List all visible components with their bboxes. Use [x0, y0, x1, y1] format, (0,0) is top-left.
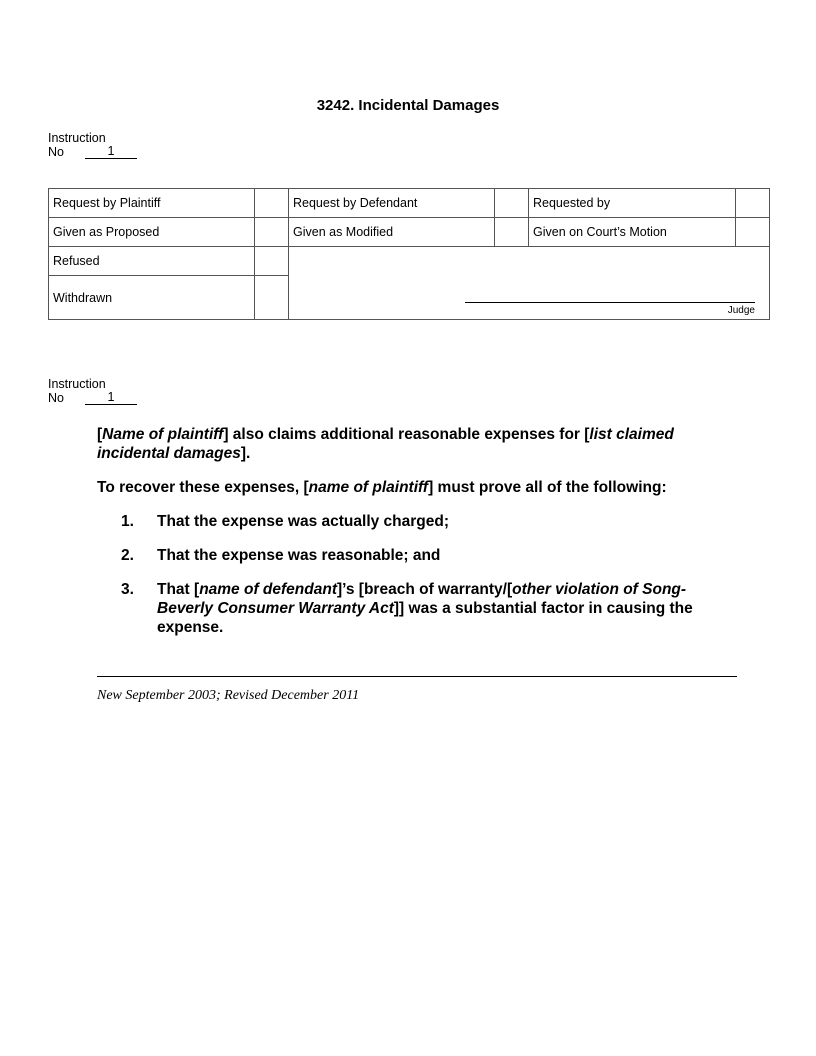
defendant-name-placeholder: name of defendant	[199, 581, 337, 598]
given-on-courts-motion-label: Given on Court’s Motion	[529, 218, 736, 247]
instruction-label: Instruction	[48, 377, 106, 391]
instruction-number-block	[48, 131, 137, 159]
given-as-proposed-checkbox[interactable]	[255, 218, 289, 247]
instruction-number-field[interactable]: 1	[85, 391, 137, 405]
list-text: That the expense was actually charged;	[157, 513, 450, 530]
list-item	[97, 512, 737, 531]
list-number: 3.	[121, 581, 134, 598]
plaintiff-name-placeholder: Name of plaintiff	[102, 426, 224, 443]
instruction-no-label: No	[48, 145, 64, 159]
divider	[97, 676, 737, 677]
list-item	[97, 580, 737, 637]
request-by-defendant-checkbox[interactable]	[495, 189, 529, 218]
instruction-no-label: No	[48, 391, 64, 405]
withdrawn-checkbox[interactable]	[255, 276, 289, 320]
list-number: 2.	[121, 547, 134, 564]
page-title: 3242. Incidental Damages	[316, 97, 500, 114]
intro-text-end: ] must prove all of the following:	[428, 479, 667, 496]
requested-by-checkbox[interactable]	[736, 189, 770, 218]
given-as-modified-checkbox[interactable]	[495, 218, 529, 247]
violation-placeholder: other violation of Song-Beverly Consumer Warranty Act	[157, 581, 687, 617]
instruction-number-block-2	[48, 377, 137, 405]
list-text	[157, 580, 717, 637]
elements-list	[97, 512, 737, 637]
list-text-mid: ]’s [breach of warranty/[	[336, 581, 513, 598]
claim-paragraph	[97, 425, 737, 463]
list-text: That the expense was reasonable; and	[157, 547, 441, 564]
instruction-label: Instruction	[48, 131, 106, 145]
list-item	[97, 546, 737, 565]
withdrawn-label: Withdrawn	[49, 276, 255, 320]
refused-checkbox[interactable]	[255, 247, 289, 276]
list-text-end: ]] was a substantial factor in causing the expense.	[157, 600, 693, 636]
request-by-defendant-label: Request by Defendant	[289, 189, 495, 218]
claim-text: ] also claims additional reasonable expenses for [	[223, 426, 590, 443]
bracket: [	[97, 426, 103, 443]
list-text-start: That [	[157, 581, 200, 598]
given-as-proposed-label: Given as Proposed	[49, 218, 255, 247]
requested-by-label: Requested by	[529, 189, 736, 218]
instruction-body	[97, 425, 737, 652]
given-on-courts-motion-checkbox[interactable]	[736, 218, 770, 247]
given-as-modified-label: Given as Modified	[289, 218, 495, 247]
revision-history: New September 2003; Revised December 2011	[97, 688, 360, 703]
elements-intro	[97, 478, 737, 497]
instruction-number-field[interactable]: 1	[85, 145, 137, 159]
list-number: 1.	[121, 513, 134, 530]
judge-signature-line[interactable]	[465, 302, 755, 303]
request-by-plaintiff-label: Request by Plaintiff	[49, 189, 255, 218]
judge-label: Judge	[727, 305, 755, 316]
bracket-close: ].	[240, 445, 251, 462]
claimed-damages-placeholder: list claimed incidental damages	[97, 426, 674, 462]
plaintiff-name-placeholder: name of plaintiff	[308, 479, 429, 496]
intro-text: To recover these expenses, [	[97, 479, 309, 496]
request-status-table	[48, 188, 770, 320]
refused-label: Refused	[49, 247, 255, 276]
request-by-plaintiff-checkbox[interactable]	[255, 189, 289, 218]
judge-signature-area	[289, 247, 770, 320]
